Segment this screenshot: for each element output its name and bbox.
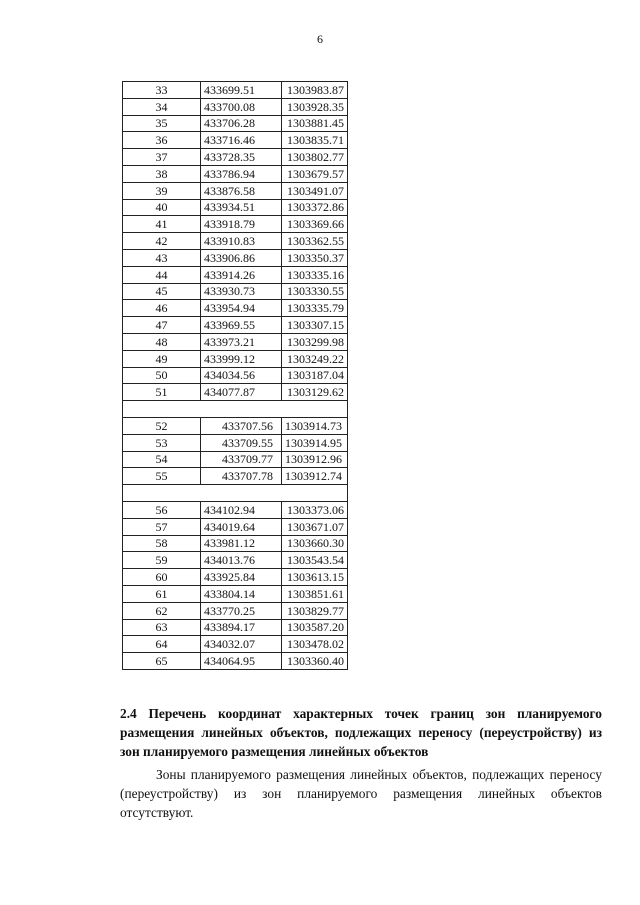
coord-x: 433707.56: [201, 417, 282, 434]
table-row: [123, 552, 348, 569]
section-2-4: [120, 704, 602, 822]
point-number: 43: [123, 249, 201, 266]
point-number: 60: [123, 569, 201, 586]
coord-y: 1303914.73: [282, 417, 348, 434]
point-number: 61: [123, 585, 201, 602]
table-row: [123, 300, 348, 317]
coord-y: 1303671.07: [282, 518, 348, 535]
coord-x: 433770.25: [201, 602, 282, 619]
point-number: 63: [123, 619, 201, 636]
table-row: [123, 249, 348, 266]
table-row: [123, 569, 348, 586]
coord-y: 1303912.96: [282, 451, 348, 468]
page-number: 6: [317, 32, 323, 46]
table-row: [123, 535, 348, 552]
table-row: [123, 82, 348, 99]
coord-x: 433925.84: [201, 569, 282, 586]
table-row: [123, 317, 348, 334]
coord-y: 1303491.07: [282, 182, 348, 199]
coord-y: 1303912.74: [282, 468, 348, 485]
coord-y: 1303299.98: [282, 333, 348, 350]
coord-y: 1303335.79: [282, 300, 348, 317]
point-number: 62: [123, 602, 201, 619]
coord-x: 433934.51: [201, 199, 282, 216]
point-number: 50: [123, 367, 201, 384]
coord-x: 434102.94: [201, 501, 282, 518]
point-number: 52: [123, 417, 201, 434]
table-row: [123, 367, 348, 384]
coord-x: 433700.08: [201, 98, 282, 115]
point-number: 49: [123, 350, 201, 367]
table-row: [123, 216, 348, 233]
table-row: [123, 165, 348, 182]
coord-x: 433930.73: [201, 283, 282, 300]
table-row: [123, 233, 348, 250]
table-row: [123, 283, 348, 300]
table-row: [123, 518, 348, 535]
table-group-separator: [123, 401, 348, 418]
point-number: 33: [123, 82, 201, 99]
coord-x: 433981.12: [201, 535, 282, 552]
table-row: [123, 350, 348, 367]
point-number: 59: [123, 552, 201, 569]
coord-y: 1303372.86: [282, 199, 348, 216]
coord-x: 434019.64: [201, 518, 282, 535]
table-row: [123, 434, 348, 451]
coord-x: 434064.95: [201, 653, 282, 670]
coord-y: 1303914.95: [282, 434, 348, 451]
coord-x: 433954.94: [201, 300, 282, 317]
point-number: 56: [123, 501, 201, 518]
point-number: 54: [123, 451, 201, 468]
table-row: [123, 182, 348, 199]
table-row: [123, 384, 348, 401]
coord-x: 433999.12: [201, 350, 282, 367]
point-number: 55: [123, 468, 201, 485]
point-number: 41: [123, 216, 201, 233]
section-heading: 2.4 Перечень координат характерных точек границ зон планируемого размещения линейных объектов, подлежащих переносу (переустройству) из зон планируемого размещения линейных объектов: [120, 706, 602, 759]
coord-x: 433716.46: [201, 132, 282, 149]
coord-y: 1303478.02: [282, 636, 348, 653]
coord-y: 1303835.71: [282, 132, 348, 149]
coord-x: 433706.28: [201, 115, 282, 132]
coord-x: 433709.77: [201, 451, 282, 468]
table-row: [123, 619, 348, 636]
coord-y: 1303187.04: [282, 367, 348, 384]
coord-y: 1303360.40: [282, 653, 348, 670]
coord-x: 434032.07: [201, 636, 282, 653]
point-number: 34: [123, 98, 201, 115]
coord-x: 433804.14: [201, 585, 282, 602]
coord-y: 1303307.15: [282, 317, 348, 334]
coord-x: 433894.17: [201, 619, 282, 636]
coord-y: 1303802.77: [282, 149, 348, 166]
coord-y: 1303829.77: [282, 602, 348, 619]
coord-x: 434013.76: [201, 552, 282, 569]
table-row: [123, 585, 348, 602]
coord-y: 1303129.62: [282, 384, 348, 401]
point-number: 35: [123, 115, 201, 132]
coord-x: 433969.55: [201, 317, 282, 334]
coord-y: 1303369.66: [282, 216, 348, 233]
table-row: [123, 98, 348, 115]
coord-x: 433876.58: [201, 182, 282, 199]
point-number: 47: [123, 317, 201, 334]
table-row: [123, 501, 348, 518]
point-number: 65: [123, 653, 201, 670]
point-number: 46: [123, 300, 201, 317]
coord-x: 433973.21: [201, 333, 282, 350]
coord-y: 1303543.54: [282, 552, 348, 569]
coord-x: 433786.94: [201, 165, 282, 182]
separator-cell: [123, 401, 348, 418]
coord-y: 1303330.55: [282, 283, 348, 300]
table-row: [123, 199, 348, 216]
coord-y: 1303335.16: [282, 266, 348, 283]
coord-y: 1303881.45: [282, 115, 348, 132]
point-number: 38: [123, 165, 201, 182]
coord-x: 434034.56: [201, 367, 282, 384]
table-row: [123, 636, 348, 653]
coord-x: 433728.35: [201, 149, 282, 166]
coord-x: 433910.83: [201, 233, 282, 250]
coord-y: 1303362.55: [282, 233, 348, 250]
coord-x: 433699.51: [201, 82, 282, 99]
coord-x: 433709.55: [201, 434, 282, 451]
point-number: 44: [123, 266, 201, 283]
table-row: [123, 333, 348, 350]
coord-y: 1303851.61: [282, 585, 348, 602]
point-number: 51: [123, 384, 201, 401]
coord-y: 1303679.57: [282, 165, 348, 182]
coord-y: 1303660.30: [282, 535, 348, 552]
point-number: 64: [123, 636, 201, 653]
table-row: [123, 266, 348, 283]
coord-x: 434077.87: [201, 384, 282, 401]
coord-x: 433914.26: [201, 266, 282, 283]
table-row: [123, 653, 348, 670]
point-number: 45: [123, 283, 201, 300]
point-number: 37: [123, 149, 201, 166]
point-number: 40: [123, 199, 201, 216]
section-body: Зоны планируемого размещения линейных объектов, подлежащих переносу (переустройству) из зон планируемого размещения линейных объектов отсутствуют.: [120, 767, 602, 820]
point-number: 42: [123, 233, 201, 250]
coordinates-table-body: [123, 82, 348, 670]
table-row: [123, 417, 348, 434]
coord-y: 1303983.87: [282, 82, 348, 99]
table-row: [123, 132, 348, 149]
table-row: [123, 602, 348, 619]
coord-x: 433918.79: [201, 216, 282, 233]
coord-x: 433707.78: [201, 468, 282, 485]
separator-cell: [123, 485, 348, 502]
table-row: [123, 149, 348, 166]
coordinates-table: [122, 81, 348, 670]
coord-y: 1303249.22: [282, 350, 348, 367]
coord-y: 1303587.20: [282, 619, 348, 636]
coord-x: 433906.86: [201, 249, 282, 266]
coord-y: 1303613.15: [282, 569, 348, 586]
point-number: 48: [123, 333, 201, 350]
coord-y: 1303350.37: [282, 249, 348, 266]
table-group-separator: [123, 485, 348, 502]
point-number: 39: [123, 182, 201, 199]
point-number: 53: [123, 434, 201, 451]
point-number: 36: [123, 132, 201, 149]
point-number: 57: [123, 518, 201, 535]
coord-y: 1303373.06: [282, 501, 348, 518]
table-row: [123, 115, 348, 132]
coord-y: 1303928.35: [282, 98, 348, 115]
table-row: [123, 451, 348, 468]
point-number: 58: [123, 535, 201, 552]
table-row: [123, 468, 348, 485]
